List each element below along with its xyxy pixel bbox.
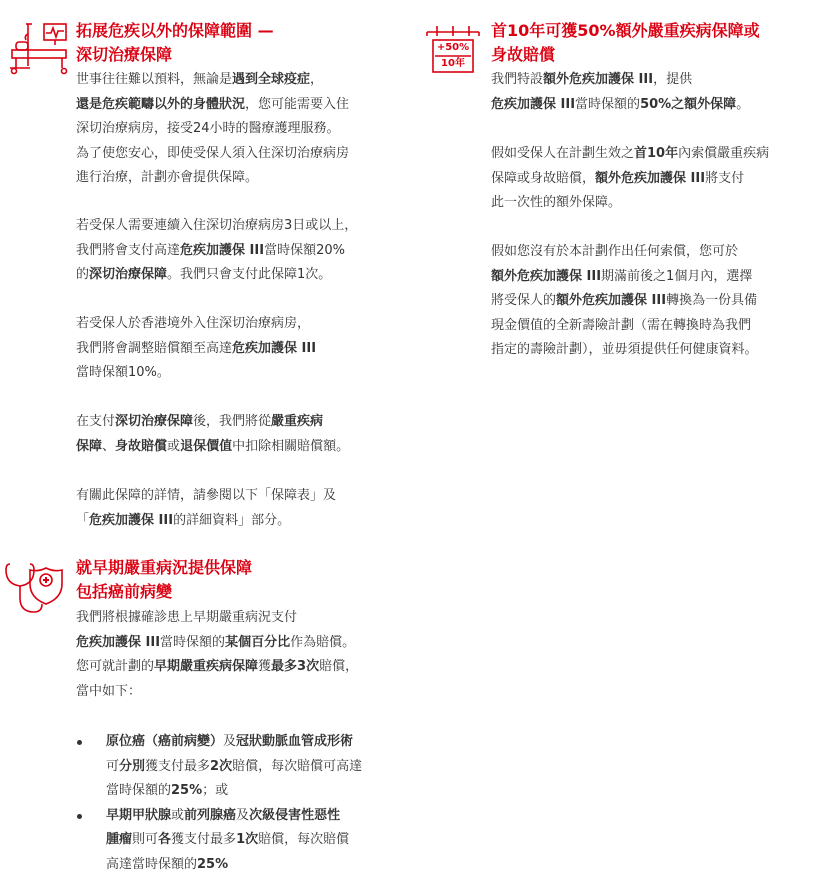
paragraph <box>76 312 316 386</box>
body-text: 進行治療，計劃亦會提供保障。 <box>76 170 259 185</box>
body-text: 當時保額20% <box>264 242 345 258</box>
emphasis-text: 深切治療保障 <box>115 414 194 429</box>
text-line <box>76 509 336 534</box>
body-text: 我們將會調整賠償額至高達 <box>76 340 233 356</box>
body-text: 後，我們將從 <box>193 414 272 429</box>
emphasis-text: 危疾加護保 III <box>89 512 174 528</box>
body-text: 保障或身故賠償， <box>491 170 596 186</box>
emphasis-text: 危疾加護保 III <box>232 340 317 356</box>
emphasis-text: 深切治療保障 <box>89 267 168 282</box>
text-line <box>76 68 349 93</box>
icu-benefit-section <box>0 0 410 540</box>
section-title <box>491 19 760 67</box>
body-text: 高達當時保額的 <box>106 856 198 872</box>
body-text: 在支付 <box>76 414 116 429</box>
text-line <box>76 142 349 167</box>
paragraph <box>491 142 769 216</box>
text-line <box>76 337 316 362</box>
body-text: 世事往往難以預料，無論是 <box>76 72 233 87</box>
icon-years-text: 10年 <box>441 58 465 69</box>
body-text: 期滿前後之1個月內，選擇 <box>601 268 753 284</box>
body-text: 若受保人於香港境外入住深切治療病房， <box>76 316 311 331</box>
body-text: 「 <box>76 512 90 528</box>
title-line-2: 深切治療保障 <box>76 45 173 64</box>
text-line <box>76 655 358 680</box>
paragraph <box>76 214 357 288</box>
title-line-1: 首10年可獲50%額外嚴重疾病保障或 <box>491 21 760 40</box>
title-line-1: 拓展危疾以外的保障範圍 — <box>76 21 274 40</box>
text-line <box>491 289 758 314</box>
body-text: 的詳細資料」部分。 <box>173 512 291 528</box>
text-line <box>76 484 336 509</box>
text-line <box>491 142 769 167</box>
emphasis-text: 25% <box>171 783 203 798</box>
text-line <box>491 338 758 363</box>
text-line <box>106 730 362 755</box>
emphasis-text: 額外危疾加護保 III <box>556 293 667 308</box>
emphasis-text: 額外危疾加護保 III <box>491 268 602 284</box>
body-text: 當時保額的 <box>106 783 172 798</box>
text-line <box>76 680 358 705</box>
body-text: 中扣除相關賠償額。 <box>232 438 350 454</box>
body-text: 內索償嚴重疾病 <box>678 146 770 161</box>
emphasis-text: 額外危疾加護保 III <box>543 72 654 87</box>
body-text: 當時保額的 <box>575 96 641 112</box>
text-line <box>76 214 357 239</box>
bullet-list <box>76 730 362 877</box>
body-text: 指定的壽險計劃），並毋須提供任何健康資料。 <box>491 342 758 357</box>
body-text: 我們特設 <box>491 72 544 87</box>
emphasis-text: 冠狀動脈血管成形術 <box>236 734 354 749</box>
text-line <box>491 191 769 216</box>
body-text: 現金價值的全新壽險計劃（需在轉換時為我們 <box>491 317 752 333</box>
emphasis-text: 25% <box>197 856 229 872</box>
body-text: 。我們只會支付此保障1次。 <box>167 267 332 282</box>
body-text: 賠償，每次賠償 <box>258 832 350 847</box>
emphasis-text: 遇到全球疫症 <box>232 72 311 87</box>
title-line-2: 身故賠償 <box>491 45 556 64</box>
body-text: 或 <box>171 807 185 823</box>
section-title <box>76 19 274 67</box>
body-text: 將支付 <box>705 170 745 186</box>
emphasis-text: 身故賠償 <box>115 438 168 454</box>
text-line <box>76 166 349 191</box>
emphasis-text: 前列腺癌 <box>184 807 237 823</box>
emphasis-text: 腫瘤 <box>106 832 133 847</box>
title-line-1: 就早期嚴重病況提供保障 <box>76 558 253 577</box>
text-line <box>491 240 758 265</box>
emphasis-text: 2次 <box>210 758 233 774</box>
body-text: 或 <box>167 438 181 454</box>
text-line <box>76 117 349 142</box>
body-text: 轉換為一份具備 <box>666 293 758 308</box>
early-stage-section <box>0 550 410 880</box>
text-line <box>491 68 749 93</box>
title-line-2: 包括癌前病變 <box>76 582 173 601</box>
body-text: 賠償， <box>319 659 359 674</box>
text-line <box>106 828 362 853</box>
emphasis-text: 1次 <box>236 832 259 847</box>
body-text: 的 <box>76 267 90 282</box>
text-line <box>106 755 362 780</box>
body-text: 賠償，每次賠償可高達 <box>232 758 363 774</box>
paragraph <box>491 68 749 117</box>
stethoscope-shield-icon <box>4 558 68 618</box>
body-text: 獲 <box>258 659 272 674</box>
text-line <box>76 93 349 118</box>
emphasis-text: 50%之額外保障 <box>640 96 737 112</box>
body-text: 假如您沒有於本計劃作出任何索償，您可於 <box>491 244 739 259</box>
bullet-item <box>76 730 362 804</box>
section-title <box>76 556 252 604</box>
text-line <box>76 312 316 337</box>
emphasis-text: 分別 <box>119 758 146 774</box>
calendar-50-percent-icon <box>425 24 481 76</box>
body-text: 若受保人需要連續入住深切治療病房3日或以上， <box>76 218 358 233</box>
body-text: ，提供 <box>653 72 693 87</box>
emphasis-text: 危疾加護保 III <box>491 96 576 112</box>
bullet-item <box>76 804 362 878</box>
body-text: 當時保額10%。 <box>76 365 170 380</box>
emphasis-text: 退保價值 <box>180 438 233 454</box>
emphasis-text: 保障 <box>76 438 103 454</box>
body-text: ， <box>310 72 324 87</box>
hospital-bed-monitor-icon <box>8 20 68 80</box>
text-line <box>106 853 362 878</box>
text-line <box>76 606 358 631</box>
body-text: 可 <box>106 758 120 774</box>
body-text: 作為賠償。 <box>290 634 356 650</box>
emphasis-text: 某個百分比 <box>225 634 291 650</box>
emphasis-text: 危疾加護保 III <box>180 242 265 258</box>
paragraph <box>76 484 336 533</box>
body-text: 我們將根據確診患上早期嚴重病況支付 <box>76 610 298 625</box>
body-text: 我們將會支付高達 <box>76 242 181 258</box>
body-text: 及 <box>223 734 237 749</box>
extra-cover-section <box>415 0 835 380</box>
body-text: 為了使您安心，即使受保人須入住深切治療病房 <box>76 145 350 161</box>
paragraph <box>491 240 758 363</box>
body-text: 深切治療病房，接受24小時的醫療護理服務。 <box>76 121 340 136</box>
text-line <box>106 804 362 829</box>
body-text: 獲支付最多 <box>145 758 211 774</box>
body-text: 則可 <box>132 832 159 847</box>
body-text: ，您可能需要入住 <box>245 96 350 112</box>
paragraph <box>76 606 358 704</box>
emphasis-text: 各 <box>158 832 172 847</box>
text-line <box>76 435 349 460</box>
text-line <box>76 410 349 435</box>
text-line <box>76 361 316 386</box>
emphasis-text: 危疾加護保 III <box>76 634 161 650</box>
emphasis-text: 早期嚴重疾病保障 <box>154 659 259 674</box>
text-line <box>76 263 357 288</box>
body-text: 及 <box>236 807 250 823</box>
emphasis-text: 還是危疾範疇以外的身體狀況 <box>76 96 246 112</box>
text-line <box>106 779 362 804</box>
text-line <box>76 631 358 656</box>
body-text: ；或 <box>202 783 229 798</box>
body-text: 此一次性的額外保障。 <box>491 195 622 210</box>
body-text: 獲支付最多 <box>171 832 237 847</box>
body-text: 有關此保障的詳情，請參閱以下「保障表」及 <box>76 488 337 503</box>
text-line <box>491 93 749 118</box>
emphasis-text: 嚴重疾病 <box>271 414 324 429</box>
paragraph <box>76 410 349 459</box>
emphasis-text: 次級侵害性惡性 <box>249 807 341 823</box>
emphasis-text: 最多3次 <box>271 659 320 674</box>
body-text: 當中如下： <box>76 683 142 699</box>
body-text: 當時保額的 <box>160 634 226 650</box>
body-text: 假如受保人在計劃生效之 <box>491 146 635 161</box>
paragraph <box>76 68 349 191</box>
body-text: 將受保人的 <box>491 293 557 308</box>
body-text: 、 <box>102 438 116 454</box>
text-line <box>491 265 758 290</box>
body-text: 您可就計劃的 <box>76 659 155 674</box>
text-line <box>491 314 758 339</box>
body-text: 。 <box>736 96 750 112</box>
icon-percent-text: +50% <box>436 42 470 53</box>
emphasis-text: 首10年 <box>634 146 679 161</box>
text-line <box>491 167 769 192</box>
emphasis-text: 早期甲狀腺 <box>106 807 172 823</box>
emphasis-text: 原位癌（癌前病變） <box>106 734 224 749</box>
text-line <box>76 239 357 264</box>
emphasis-text: 額外危疾加護保 III <box>595 170 706 186</box>
